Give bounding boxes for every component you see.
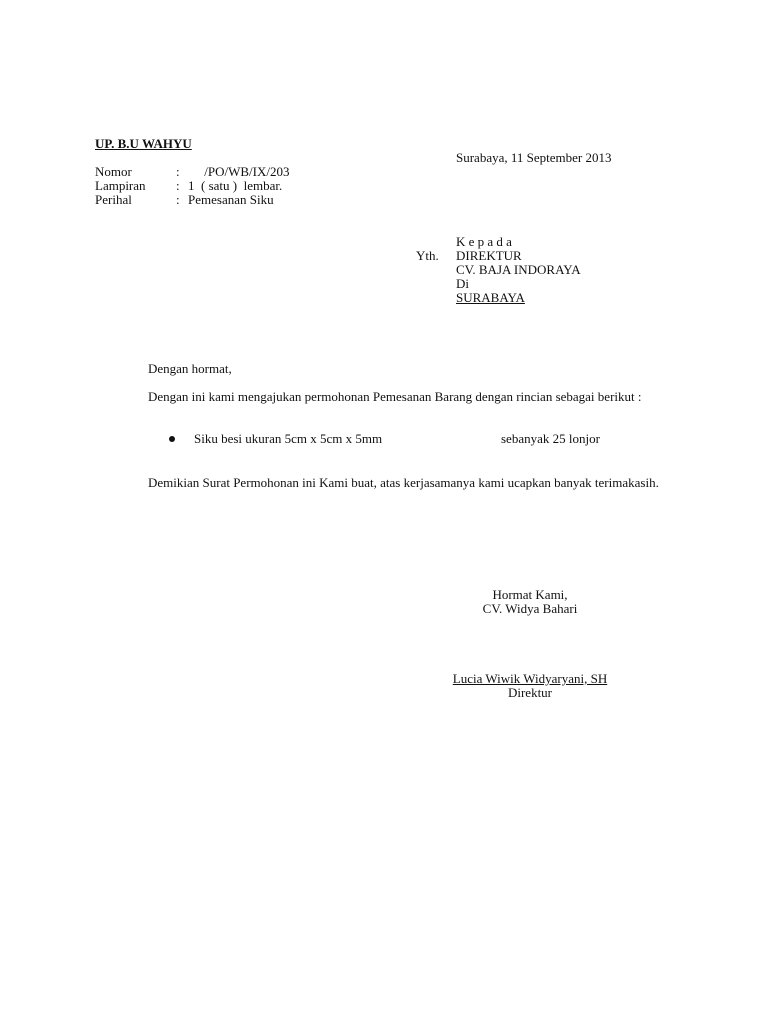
sender-name: UP. B.U WAHYU bbox=[95, 136, 192, 151]
meta-colon: : bbox=[176, 178, 180, 193]
item-description: Siku besi ukuran 5cm x 5cm x 5mm bbox=[194, 431, 383, 446]
closing-company: CV. Widya Bahari bbox=[482, 601, 578, 616]
meta-label-perihal: Perihal bbox=[95, 192, 132, 207]
signatory-title: Direktur bbox=[507, 685, 553, 700]
closing-salutation: Hormat Kami, bbox=[492, 587, 568, 602]
meta-value-perihal: Pemesanan Siku bbox=[188, 192, 274, 207]
meta-value-nomor: /PO/WB/IX/203 bbox=[188, 164, 290, 179]
recipient-city: SURABAYA bbox=[456, 290, 525, 305]
signatory-name: Lucia Wiwik Widyaryani, SH bbox=[452, 671, 608, 686]
item-quantity: sebanyak 25 lonjor bbox=[501, 431, 600, 446]
meta-value-lampiran: 1 ( satu ) lembar. bbox=[188, 178, 283, 193]
signatory-block bbox=[410, 672, 650, 686]
meta-label-lampiran: Lampiran bbox=[95, 178, 146, 193]
body-paragraph: Dengan ini kami mengajukan permohonan Pemesanan Barang dengan rincian sebagai berikut : bbox=[148, 389, 642, 404]
closing-paragraph: Demikian Surat Permohonan ini Kami buat, atas kerjasamanya kami ucapkan banyak terimakasih. bbox=[148, 475, 659, 490]
recipient-di: Di bbox=[456, 276, 469, 291]
greeting: Dengan hormat, bbox=[148, 361, 232, 376]
recipient-title: DIREKTUR bbox=[456, 248, 522, 263]
meta-colon: : bbox=[176, 164, 180, 179]
recipient-prefix: Yth. bbox=[416, 248, 439, 263]
recipient-kepada: K e p a d a bbox=[456, 234, 512, 249]
meta-label-nomor: Nomor bbox=[95, 164, 132, 179]
meta-colon: : bbox=[176, 192, 180, 207]
letter-date: Surabaya, 11 September 2013 bbox=[456, 150, 612, 165]
recipient-company: CV. BAJA INDORAYA bbox=[456, 262, 581, 277]
bullet-icon bbox=[169, 436, 175, 442]
